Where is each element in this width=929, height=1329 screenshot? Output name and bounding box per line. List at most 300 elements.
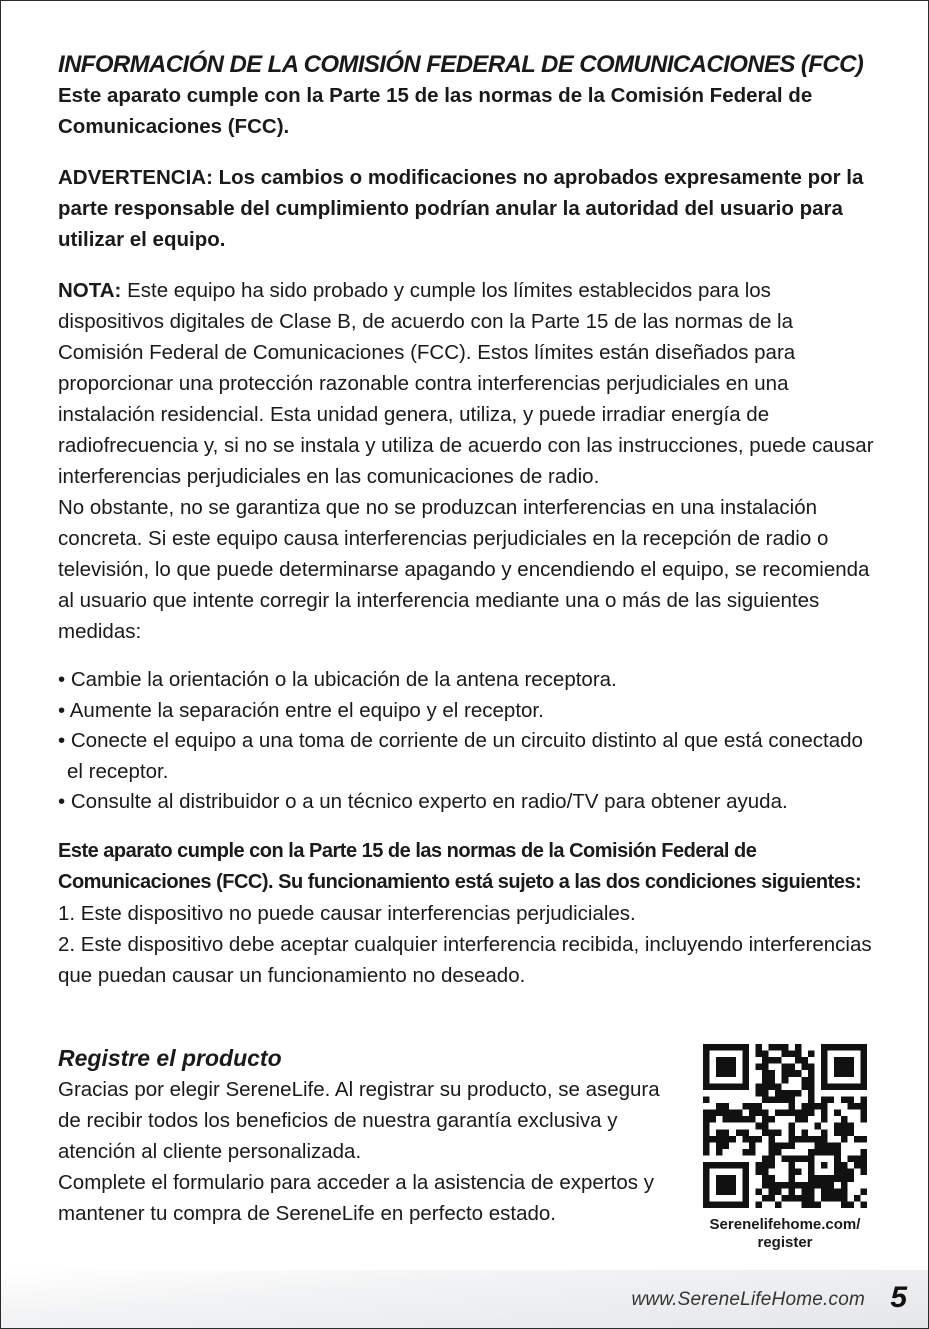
qr-module bbox=[841, 1044, 848, 1051]
qr-module bbox=[834, 1142, 841, 1149]
register-text: Gracias por elegir SereneLife. Al registrar su producto, se asegura de recibir todos los beneficios de nuestra garantía exclusiva y atención al cliente personalizada. bbox=[58, 1078, 660, 1163]
qr-module bbox=[788, 1195, 795, 1202]
condition-item: 2. Este dispositivo debe aceptar cualquier interferencia recibida, incluyendo interferencias que puedan causar un funcionamiento no deseado. bbox=[58, 932, 872, 987]
qr-module bbox=[775, 1044, 782, 1051]
qr-module bbox=[755, 1162, 762, 1169]
qr-module bbox=[801, 1077, 808, 1084]
qr-module bbox=[710, 1136, 717, 1143]
qr-module bbox=[847, 1156, 854, 1163]
qr-module bbox=[703, 1077, 710, 1084]
qr-module bbox=[755, 1103, 762, 1110]
qr-module bbox=[742, 1182, 749, 1189]
qr-module bbox=[821, 1096, 828, 1103]
qr-module bbox=[847, 1083, 854, 1090]
qr-module bbox=[703, 1051, 710, 1058]
qr-module bbox=[769, 1044, 776, 1051]
qr-module bbox=[834, 1156, 841, 1163]
qr-module bbox=[834, 1044, 841, 1051]
note-text: Este equipo ha sido probado y cumple los límites establecidos para los dispositivos digitales de Clase B, de acuerdo con la Parte 15 de las normas de la Comisión Federal de Comunicaciones (FCC). Estos límites están diseñados para proporcionar una protección razonable contra interferencias perjudiciales en una instalación residencial. Esta unidad genera, utiliza, y puede irradiar energía de radiofrecuencia y, si no se instala y utiliza de acuerdo con las instrucciones, puede causar interferencias perjudiciales en las comunicaciones de radio. bbox=[58, 279, 874, 488]
qr-module bbox=[716, 1129, 723, 1136]
qr-module bbox=[808, 1175, 815, 1182]
fcc-note-continued: No obstante, no se garantiza que no se produzcan interferencias en una instalación concreta. Si este equipo causa interferencias perjudiciales en la recepción de radio o televisión, lo que puede determinarse apagando y encendiendo el equipo, se recomienda al usuario que intente corregir la interferencia mediante una o más de las siguientes medidas: bbox=[58, 496, 870, 643]
qr-module bbox=[755, 1136, 762, 1143]
qr-module bbox=[841, 1169, 848, 1176]
qr-module bbox=[841, 1064, 848, 1071]
qr-module bbox=[729, 1175, 736, 1182]
qr-module bbox=[742, 1116, 749, 1123]
qr-module bbox=[775, 1142, 782, 1149]
qr-module bbox=[808, 1162, 815, 1169]
warning-text: Los cambios o modificaciones no aprobados expresamente por la parte responsable del cumplimiento podrían anular la autoridad del usuario para utilizar el equipo. bbox=[58, 166, 864, 251]
qr-module bbox=[749, 1116, 756, 1123]
warning-label: ADVERTENCIA: bbox=[58, 166, 213, 189]
qr-module bbox=[723, 1175, 730, 1182]
qr-module bbox=[808, 1051, 815, 1058]
qr-module bbox=[815, 1142, 822, 1149]
qr-module bbox=[769, 1188, 776, 1195]
qr-module bbox=[742, 1051, 749, 1058]
qr-module bbox=[808, 1077, 815, 1084]
qr-module bbox=[801, 1064, 808, 1071]
qr-module bbox=[723, 1162, 730, 1169]
qr-module bbox=[847, 1169, 854, 1176]
qr-module bbox=[703, 1162, 710, 1169]
qr-module bbox=[841, 1182, 848, 1189]
qr-module bbox=[703, 1182, 710, 1189]
qr-module bbox=[808, 1070, 815, 1077]
qr-module bbox=[821, 1077, 828, 1084]
qr-module bbox=[782, 1110, 789, 1117]
qr-module bbox=[788, 1096, 795, 1103]
qr-module bbox=[729, 1083, 736, 1090]
qr-module bbox=[716, 1103, 723, 1110]
qr-module bbox=[834, 1195, 841, 1202]
qr-module bbox=[742, 1077, 749, 1084]
qr-module bbox=[821, 1129, 828, 1136]
qr-module bbox=[755, 1110, 762, 1117]
qr-module bbox=[710, 1083, 717, 1090]
qr-module bbox=[788, 1156, 795, 1163]
qr-module bbox=[815, 1175, 822, 1182]
note-label: NOTA: bbox=[58, 279, 122, 302]
list-item: • Conecte el equipo a una toma de corriente de un circuito distinto al que está conectado el receptor. bbox=[58, 729, 863, 783]
condition-item: 1. Este dispositivo no puede causar interferencias perjudiciales. bbox=[58, 901, 636, 925]
qr-module bbox=[742, 1169, 749, 1176]
qr-module bbox=[710, 1201, 717, 1208]
qr-module bbox=[860, 1110, 867, 1117]
qr-module bbox=[755, 1051, 762, 1058]
qr-module bbox=[808, 1156, 815, 1163]
qr-module bbox=[742, 1162, 749, 1169]
qr-module bbox=[769, 1136, 776, 1143]
qr-module bbox=[860, 1116, 867, 1123]
qr-module bbox=[821, 1103, 828, 1110]
qr-module bbox=[847, 1201, 854, 1208]
qr-module bbox=[828, 1149, 835, 1156]
qr-module bbox=[815, 1103, 822, 1110]
qr-module bbox=[775, 1057, 782, 1064]
qr-module bbox=[847, 1096, 854, 1103]
qr-module bbox=[782, 1090, 789, 1097]
qr-module bbox=[815, 1201, 822, 1208]
qr-module bbox=[841, 1083, 848, 1090]
qr-module bbox=[775, 1090, 782, 1097]
qr-module bbox=[795, 1110, 802, 1117]
qr-module bbox=[788, 1103, 795, 1110]
qr-module bbox=[703, 1169, 710, 1176]
qr-module bbox=[828, 1175, 835, 1182]
qr-module bbox=[742, 1064, 749, 1071]
qr-module bbox=[841, 1129, 848, 1136]
qr-module bbox=[860, 1096, 867, 1103]
qr-module bbox=[821, 1070, 828, 1077]
qr-module bbox=[801, 1057, 808, 1064]
qr-module bbox=[801, 1156, 808, 1163]
qr-module bbox=[788, 1090, 795, 1097]
qr-module bbox=[795, 1169, 802, 1176]
qr-module bbox=[860, 1057, 867, 1064]
qr-module bbox=[847, 1064, 854, 1071]
qr-module bbox=[775, 1149, 782, 1156]
qr-module bbox=[782, 1096, 789, 1103]
qr-module bbox=[716, 1175, 723, 1182]
qr-module bbox=[723, 1110, 730, 1117]
qr-module bbox=[762, 1077, 769, 1084]
qr-module bbox=[854, 1156, 861, 1163]
qr-module bbox=[769, 1142, 776, 1149]
qr-module bbox=[762, 1156, 769, 1163]
qr-module bbox=[788, 1169, 795, 1176]
qr-module bbox=[736, 1201, 743, 1208]
qr-module bbox=[762, 1110, 769, 1117]
qr-module bbox=[815, 1123, 822, 1130]
qr-module bbox=[716, 1064, 723, 1071]
qr-module bbox=[801, 1195, 808, 1202]
qr-module bbox=[834, 1083, 841, 1090]
qr-module bbox=[860, 1070, 867, 1077]
qr-module bbox=[716, 1083, 723, 1090]
qr-module bbox=[847, 1129, 854, 1136]
qr-module bbox=[749, 1136, 756, 1143]
qr-module bbox=[860, 1077, 867, 1084]
qr-module bbox=[775, 1110, 782, 1117]
qr-module bbox=[716, 1110, 723, 1117]
qr-module bbox=[808, 1110, 815, 1117]
qr-module bbox=[828, 1188, 835, 1195]
qr-module bbox=[775, 1182, 782, 1189]
qr-module bbox=[769, 1149, 776, 1156]
qr-module bbox=[788, 1182, 795, 1189]
qr-module bbox=[723, 1103, 730, 1110]
qr-module bbox=[723, 1188, 730, 1195]
qr-module bbox=[716, 1044, 723, 1051]
qr-module bbox=[703, 1083, 710, 1090]
register-text-2: Complete el formulario para acceder a la asistencia de expertos y mantener tu compra de SereneLife en perfecto estado. bbox=[58, 1171, 654, 1225]
qr-module bbox=[742, 1070, 749, 1077]
qr-module bbox=[742, 1195, 749, 1202]
qr-module bbox=[716, 1149, 723, 1156]
qr-module bbox=[828, 1044, 835, 1051]
qr-module bbox=[801, 1188, 808, 1195]
qr-module bbox=[742, 1188, 749, 1195]
qr-module bbox=[723, 1044, 730, 1051]
qr-module bbox=[710, 1044, 717, 1051]
qr-module bbox=[788, 1142, 795, 1149]
qr-module bbox=[749, 1103, 756, 1110]
qr-module bbox=[775, 1083, 782, 1090]
list-item: • Consulte al distribuidor o a un técnico experto en radio/TV para obtener ayuda. bbox=[58, 790, 788, 813]
list-item: • Cambie la orientación o la ubicación de la antena receptora. bbox=[58, 668, 617, 691]
qr-module bbox=[723, 1057, 730, 1064]
qr-module bbox=[821, 1057, 828, 1064]
qr-module bbox=[769, 1156, 776, 1163]
qr-module bbox=[795, 1156, 802, 1163]
qr-module bbox=[854, 1162, 861, 1169]
qr-module bbox=[788, 1162, 795, 1169]
qr-module bbox=[821, 1162, 828, 1169]
qr-module bbox=[808, 1182, 815, 1189]
qr-module bbox=[723, 1201, 730, 1208]
qr-module bbox=[795, 1195, 802, 1202]
qr-module bbox=[716, 1188, 723, 1195]
qr-module bbox=[782, 1156, 789, 1163]
conditions-heading: Este aparato cumple con la Parte 15 de las normas de la Comisión Federal de Comunicaciones (FCC). Su funcionamiento está sujeto a las dos condiciones siguientes: bbox=[58, 839, 862, 893]
qr-module bbox=[860, 1169, 867, 1176]
qr-module bbox=[736, 1162, 743, 1169]
qr-module bbox=[723, 1070, 730, 1077]
qr-module bbox=[762, 1129, 769, 1136]
qr-module bbox=[801, 1110, 808, 1117]
qr-module bbox=[828, 1096, 835, 1103]
qr-module bbox=[782, 1182, 789, 1189]
qr-module bbox=[841, 1162, 848, 1169]
qr-module bbox=[755, 1123, 762, 1130]
qr-module bbox=[860, 1149, 867, 1156]
qr-module bbox=[841, 1070, 848, 1077]
qr-module bbox=[821, 1083, 828, 1090]
qr-module bbox=[762, 1051, 769, 1058]
qr-module bbox=[847, 1044, 854, 1051]
qr-module bbox=[854, 1136, 861, 1143]
qr-module bbox=[847, 1070, 854, 1077]
register-section bbox=[58, 1042, 688, 1229]
qr-module bbox=[749, 1110, 756, 1117]
qr-module bbox=[749, 1142, 756, 1149]
qr-module bbox=[769, 1083, 776, 1090]
qr-module bbox=[854, 1103, 861, 1110]
qr-module bbox=[808, 1201, 815, 1208]
qr-module bbox=[755, 1090, 762, 1097]
fcc-measures-list bbox=[58, 665, 878, 818]
qr-module bbox=[762, 1090, 769, 1097]
qr-module bbox=[762, 1116, 769, 1123]
qr-module bbox=[834, 1175, 841, 1182]
qr-module bbox=[729, 1110, 736, 1117]
qr-module bbox=[762, 1195, 769, 1202]
qr-module bbox=[828, 1083, 835, 1090]
qr-module bbox=[762, 1096, 769, 1103]
qr-module bbox=[834, 1070, 841, 1077]
qr-module bbox=[860, 1064, 867, 1071]
qr-module bbox=[729, 1057, 736, 1064]
qr-module bbox=[795, 1090, 802, 1097]
qr-module bbox=[762, 1083, 769, 1090]
qr-module bbox=[860, 1044, 867, 1051]
qr-code-block bbox=[703, 1044, 867, 1252]
qr-module bbox=[808, 1136, 815, 1143]
qr-module bbox=[860, 1136, 867, 1143]
qr-module bbox=[762, 1057, 769, 1064]
qr-code-icon[interactable] bbox=[703, 1044, 867, 1208]
qr-module bbox=[821, 1044, 828, 1051]
qr-module bbox=[755, 1188, 762, 1195]
qr-module bbox=[834, 1162, 841, 1169]
qr-module bbox=[795, 1182, 802, 1189]
qr-module bbox=[834, 1188, 841, 1195]
qr-module bbox=[716, 1057, 723, 1064]
qr-module bbox=[782, 1051, 789, 1058]
qr-module bbox=[795, 1136, 802, 1143]
qr-module bbox=[703, 1044, 710, 1051]
qr-module bbox=[782, 1044, 789, 1051]
qr-module bbox=[828, 1182, 835, 1189]
qr-module bbox=[815, 1136, 822, 1143]
qr-module bbox=[860, 1051, 867, 1058]
qr-module bbox=[775, 1096, 782, 1103]
qr-module bbox=[723, 1116, 730, 1123]
qr-module bbox=[821, 1064, 828, 1071]
qr-module bbox=[808, 1149, 815, 1156]
qr-module bbox=[703, 1201, 710, 1208]
qr-module bbox=[762, 1175, 769, 1182]
qr-module bbox=[841, 1116, 848, 1123]
qr-module bbox=[834, 1149, 841, 1156]
qr-module bbox=[821, 1110, 828, 1117]
qr-module bbox=[821, 1195, 828, 1202]
qr-module bbox=[769, 1162, 776, 1169]
qr-module bbox=[703, 1057, 710, 1064]
qr-module bbox=[729, 1064, 736, 1071]
qr-module bbox=[808, 1188, 815, 1195]
qr-module bbox=[703, 1149, 710, 1156]
fcc-section bbox=[58, 50, 878, 991]
qr-module bbox=[821, 1182, 828, 1189]
qr-module bbox=[788, 1110, 795, 1117]
qr-module bbox=[828, 1195, 835, 1202]
qr-module bbox=[742, 1149, 749, 1156]
qr-module bbox=[788, 1129, 795, 1136]
qr-module bbox=[854, 1044, 861, 1051]
qr-module bbox=[841, 1136, 848, 1143]
qr-module bbox=[834, 1064, 841, 1071]
qr-module bbox=[769, 1116, 776, 1123]
qr-module bbox=[729, 1182, 736, 1189]
qr-module bbox=[808, 1096, 815, 1103]
qr-module bbox=[821, 1175, 828, 1182]
qr-module bbox=[834, 1169, 841, 1176]
qr-module bbox=[834, 1110, 841, 1117]
qr-module bbox=[742, 1044, 749, 1051]
qr-module bbox=[755, 1169, 762, 1176]
qr-module bbox=[795, 1051, 802, 1058]
qr-module bbox=[821, 1142, 828, 1149]
qr-module bbox=[729, 1201, 736, 1208]
qr-module bbox=[860, 1188, 867, 1195]
qr-module bbox=[729, 1188, 736, 1195]
qr-module bbox=[710, 1162, 717, 1169]
qr-module bbox=[801, 1103, 808, 1110]
qr-module bbox=[821, 1149, 828, 1156]
qr-module bbox=[755, 1064, 762, 1071]
list-item: • Aumente la separación entre el equipo y el receptor. bbox=[58, 698, 544, 722]
qr-module bbox=[762, 1064, 769, 1071]
qr-module bbox=[742, 1057, 749, 1064]
qr-module bbox=[801, 1201, 808, 1208]
qr-module bbox=[716, 1136, 723, 1143]
qr-module bbox=[742, 1103, 749, 1110]
footer-url[interactable]: www.SereneLifeHome.com bbox=[631, 1289, 865, 1310]
qr-module bbox=[834, 1123, 841, 1130]
qr-module bbox=[729, 1136, 736, 1143]
qr-module bbox=[703, 1188, 710, 1195]
qr-module bbox=[716, 1142, 723, 1149]
qr-module bbox=[782, 1077, 789, 1084]
fcc-note bbox=[58, 275, 878, 492]
qr-module bbox=[795, 1070, 802, 1077]
qr-module bbox=[716, 1070, 723, 1077]
qr-module bbox=[775, 1188, 782, 1195]
qr-module bbox=[769, 1057, 776, 1064]
qr-module bbox=[729, 1162, 736, 1169]
qr-module bbox=[716, 1182, 723, 1189]
qr-module bbox=[801, 1182, 808, 1189]
qr-module bbox=[795, 1044, 802, 1051]
qr-module bbox=[769, 1175, 776, 1182]
qr-module bbox=[742, 1083, 749, 1090]
qr-module bbox=[834, 1057, 841, 1064]
qr-module bbox=[723, 1142, 730, 1149]
qr-module bbox=[801, 1129, 808, 1136]
qr-module bbox=[821, 1136, 828, 1143]
qr-module bbox=[788, 1136, 795, 1143]
qr-module bbox=[703, 1175, 710, 1182]
qr-module bbox=[769, 1077, 776, 1084]
qr-module bbox=[828, 1142, 835, 1149]
qr-module bbox=[749, 1149, 756, 1156]
qr-module bbox=[769, 1195, 776, 1202]
qr-module bbox=[808, 1083, 815, 1090]
qr-module bbox=[788, 1070, 795, 1077]
qr-module bbox=[703, 1129, 710, 1136]
qr-module bbox=[703, 1064, 710, 1071]
qr-module bbox=[703, 1070, 710, 1077]
qr-module bbox=[795, 1057, 802, 1064]
qr-module bbox=[723, 1129, 730, 1136]
qr-module bbox=[841, 1175, 848, 1182]
qr-module bbox=[841, 1123, 848, 1130]
qr-module bbox=[847, 1123, 854, 1130]
qr-module bbox=[860, 1156, 867, 1163]
qr-module bbox=[860, 1083, 867, 1090]
qr-module bbox=[723, 1182, 730, 1189]
qr-module bbox=[769, 1096, 776, 1103]
qr-module bbox=[723, 1083, 730, 1090]
qr-module bbox=[723, 1136, 730, 1143]
qr-module bbox=[782, 1070, 789, 1077]
qr-module bbox=[821, 1188, 828, 1195]
qr-module bbox=[808, 1195, 815, 1202]
qr-module bbox=[782, 1064, 789, 1071]
